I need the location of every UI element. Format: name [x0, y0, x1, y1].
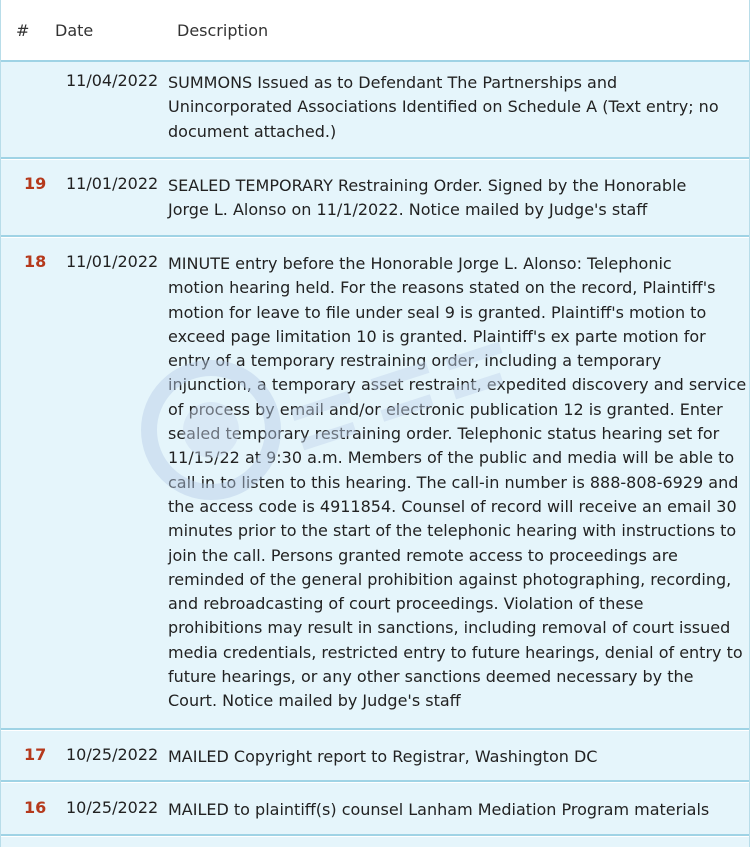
entry-date: 10/25/2022: [66, 798, 159, 817]
header-number: #: [16, 21, 30, 40]
description-line: Jorge L. Alonso on 11/1/2022. Notice mailed by Judge's staff: [168, 200, 648, 220]
header-date: Date: [55, 21, 94, 40]
description-line: reminded of the general prohibition against photographing, recording,: [168, 569, 732, 589]
description-line: SUMMONS Issued as to Defendant The Partnerships and: [168, 73, 618, 92]
entry-date: 10/25/2022: [66, 745, 159, 764]
entry-description: [168, 174, 738, 223]
description-line: injunction, a temporary asset restraint, expedited discovery and service: [168, 375, 747, 395]
description-line: and rebroadcasting of court proceedings. Violation of these: [168, 594, 644, 614]
description-line: document attached.): [168, 121, 337, 141]
description-line: of process by email and/or electronic publication 12 is granted. Enter: [168, 399, 723, 419]
entry-description: [168, 252, 747, 714]
entry-description: [168, 798, 738, 822]
description-line: prohibitions may result in sanctions, including removal of court issued: [168, 618, 731, 638]
entry-description: [168, 71, 738, 144]
description-line: the access code is 4911854. Counsel of record will receive an email 30: [168, 496, 737, 516]
entry-number[interactable]: 18: [24, 252, 47, 271]
description-line: MAILED Copyright report to Registrar, Washington DC: [168, 747, 598, 766]
description-line: SEALED TEMPORARY Restraining Order. Signed by the Honorable: [168, 176, 687, 195]
description-line: 11/15/22 at 9:30 a.m. Members of the public and media will be able to: [168, 448, 735, 468]
entry-number[interactable]: 16: [24, 798, 47, 817]
description-line: motion for leave to file under seal 9 is granted. Plaintiff's motion to: [168, 302, 707, 322]
entry-number[interactable]: 17: [24, 745, 47, 764]
table-row: [1, 62, 750, 159]
entry-date: 11/01/2022: [66, 252, 159, 271]
table-row: [1, 160, 750, 237]
table-row-partial: [1, 837, 750, 847]
description-line: motion hearing held. For the reasons stated on the record, Plaintiff's: [168, 278, 716, 298]
entry-date: 11/01/2022: [66, 174, 159, 193]
description-line: future hearings, or any other sanctions deemed necessary by the: [168, 667, 694, 687]
description-line: minutes prior to the start of the telephonic hearing with instructions to: [168, 521, 737, 541]
description-line: Unincorporated Associations Identified on Schedule A (Text entry; no: [168, 97, 719, 117]
description-line: exceed page limitation 10 is granted. Plaintiff's ex parte motion for: [168, 326, 706, 346]
description-line: MINUTE entry before the Honorable Jorge L. Alonso: Telephonic: [168, 254, 672, 273]
description-line: entry of a temporary restraining order, including a temporary: [168, 351, 662, 371]
entry-number[interactable]: 19: [24, 174, 47, 193]
description-line: call in to listen to this hearing. The call-in number is 888-808-6929 and: [168, 472, 739, 492]
entry-description: [168, 745, 738, 769]
table-header: [1, 0, 750, 62]
description-line: media credentials, restricted entry to future hearings, denial of entry to: [168, 642, 743, 662]
table-row: [1, 783, 750, 836]
entry-date: 11/04/2022: [66, 71, 159, 90]
header-description: Description: [177, 21, 269, 40]
table-row: [1, 238, 750, 730]
description-line: MAILED to plaintiff(s) counsel Lanham Mediation Program materials: [168, 800, 710, 819]
table-row: [1, 731, 750, 782]
description-line: join the call. Persons granted remote access to proceedings are: [168, 545, 678, 565]
description-line: sealed temporary restraining order. Telephonic status hearing set for: [168, 424, 720, 444]
description-line: Court. Notice mailed by Judge's staff: [168, 691, 461, 711]
